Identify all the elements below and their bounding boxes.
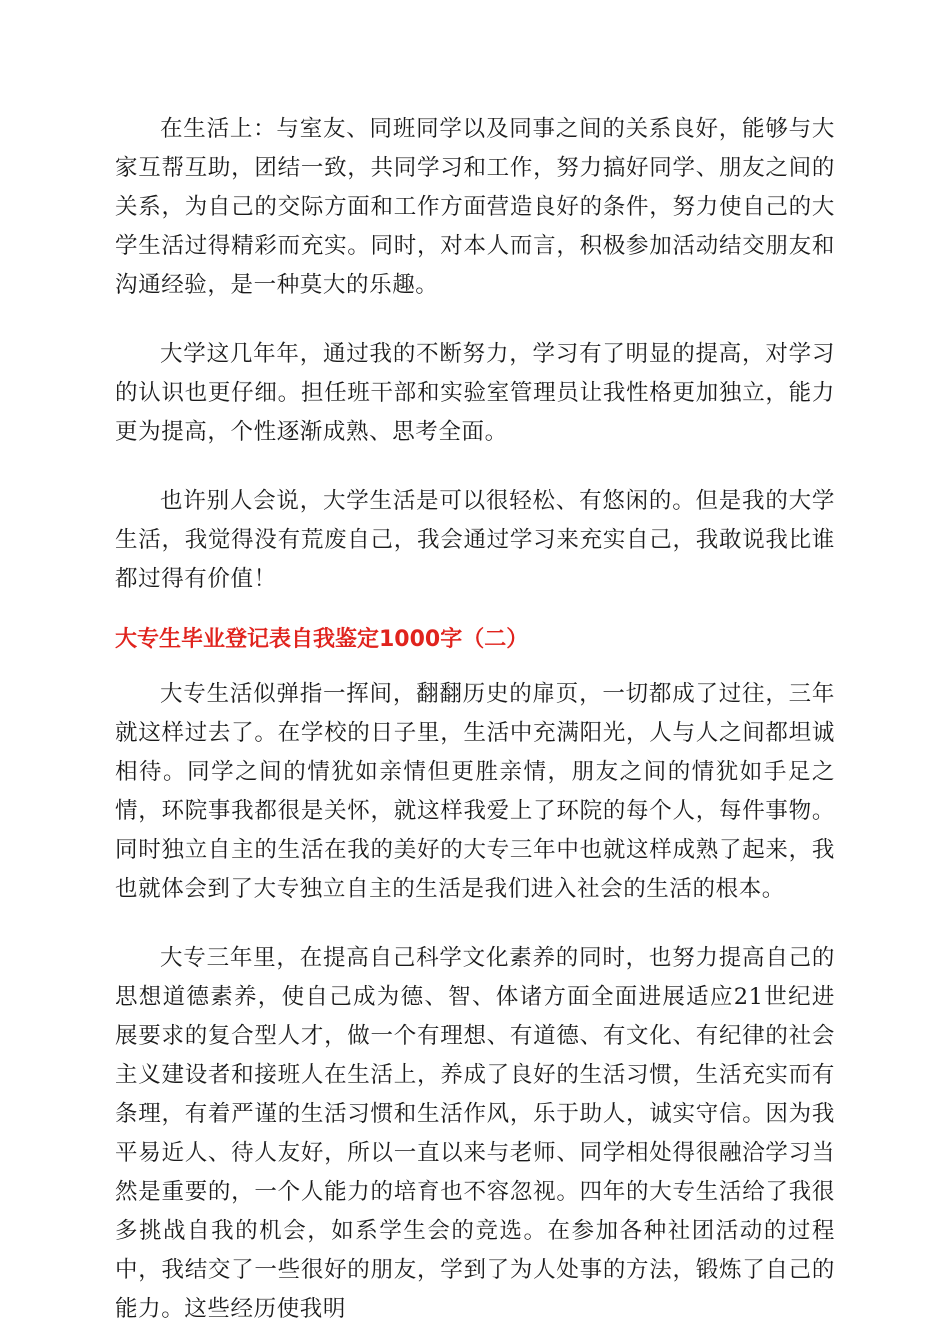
paragraph-three-years: 大专三年里，在提高自己科学文化素养的同时，也努力提高自己的思想道德素养，使自己成为德、智、体诸方面全面进展适应21世纪进展要求的复合型人才，做一个有理想、有道德、有文化、有纪律的社会主义建设者和接班人在生活上，养成了良好的生活习惯，生活充实而有条理，有着严谨的生活习惯和生活作风，乐于助人，诚实守信。因为我平易近人、待人友好，所以一直以来与老师、同学相处得很融洽学习当然是重要的，一个人能力的培育也不容忽视。四年的大专生活给了我很多挑战自我的机会，如系学生会的竞选。在参加各种社团活动的过程中，我结交了一些很好的朋友，学到了为人处事的方法，锻炼了自己的能力。这些经历使我明 bbox=[115, 945, 835, 1322]
paragraph-value: 也许别人会说，大学生活是可以很轻松、有悠闲的。但是我的大学生活，我觉得没有荒废自己，我会通过学习来充实自己，我敢说我比谁都过得有价值！ bbox=[115, 488, 835, 592]
section-heading: 大专生毕业登记表自我鉴定1000字（二） bbox=[115, 627, 529, 652]
paragraph-college-life: 大专生活似弹指一挥间，翻翻历史的扉页，一切都成了过往，三年就这样过去了。在学校的日子里，生活中充满阳光，人与人之间都坦诚相待。同学之间的情犹如亲情但更胜亲情，朋友之间的情犹如手足之情，环院事我都很是关怀，就这样我爱上了环院的每个人，每件事物。同时独立自主的生活在我的美好的大专三年中也就这样成熟了起来，我也就体会到了大专独立自主的生活是我们进入社会的生活的根本。 bbox=[115, 681, 835, 902]
document-body bbox=[115, 110, 835, 1329]
paragraph-study: 大学这几年年，通过我的不断努力，学习有了明显的提高，对学习的认识也更仔细。担任班干部和实验室管理员让我性格更加独立，能力更为提高，个性逐渐成熟、思考全面。 bbox=[115, 341, 835, 445]
paragraph-life: 在生活上：与室友、同班同学以及同事之间的关系良好，能够与大家互帮互助，团结一致，共同学习和工作，努力搞好同学、朋友之间的关系，为自己的交际方面和工作方面营造良好的条件，努力使自己的大学生活过得精彩而充实。同时，对本人而言，积极参加活动结交朋友和沟通经验，是一种莫大的乐趣。 bbox=[115, 116, 835, 298]
